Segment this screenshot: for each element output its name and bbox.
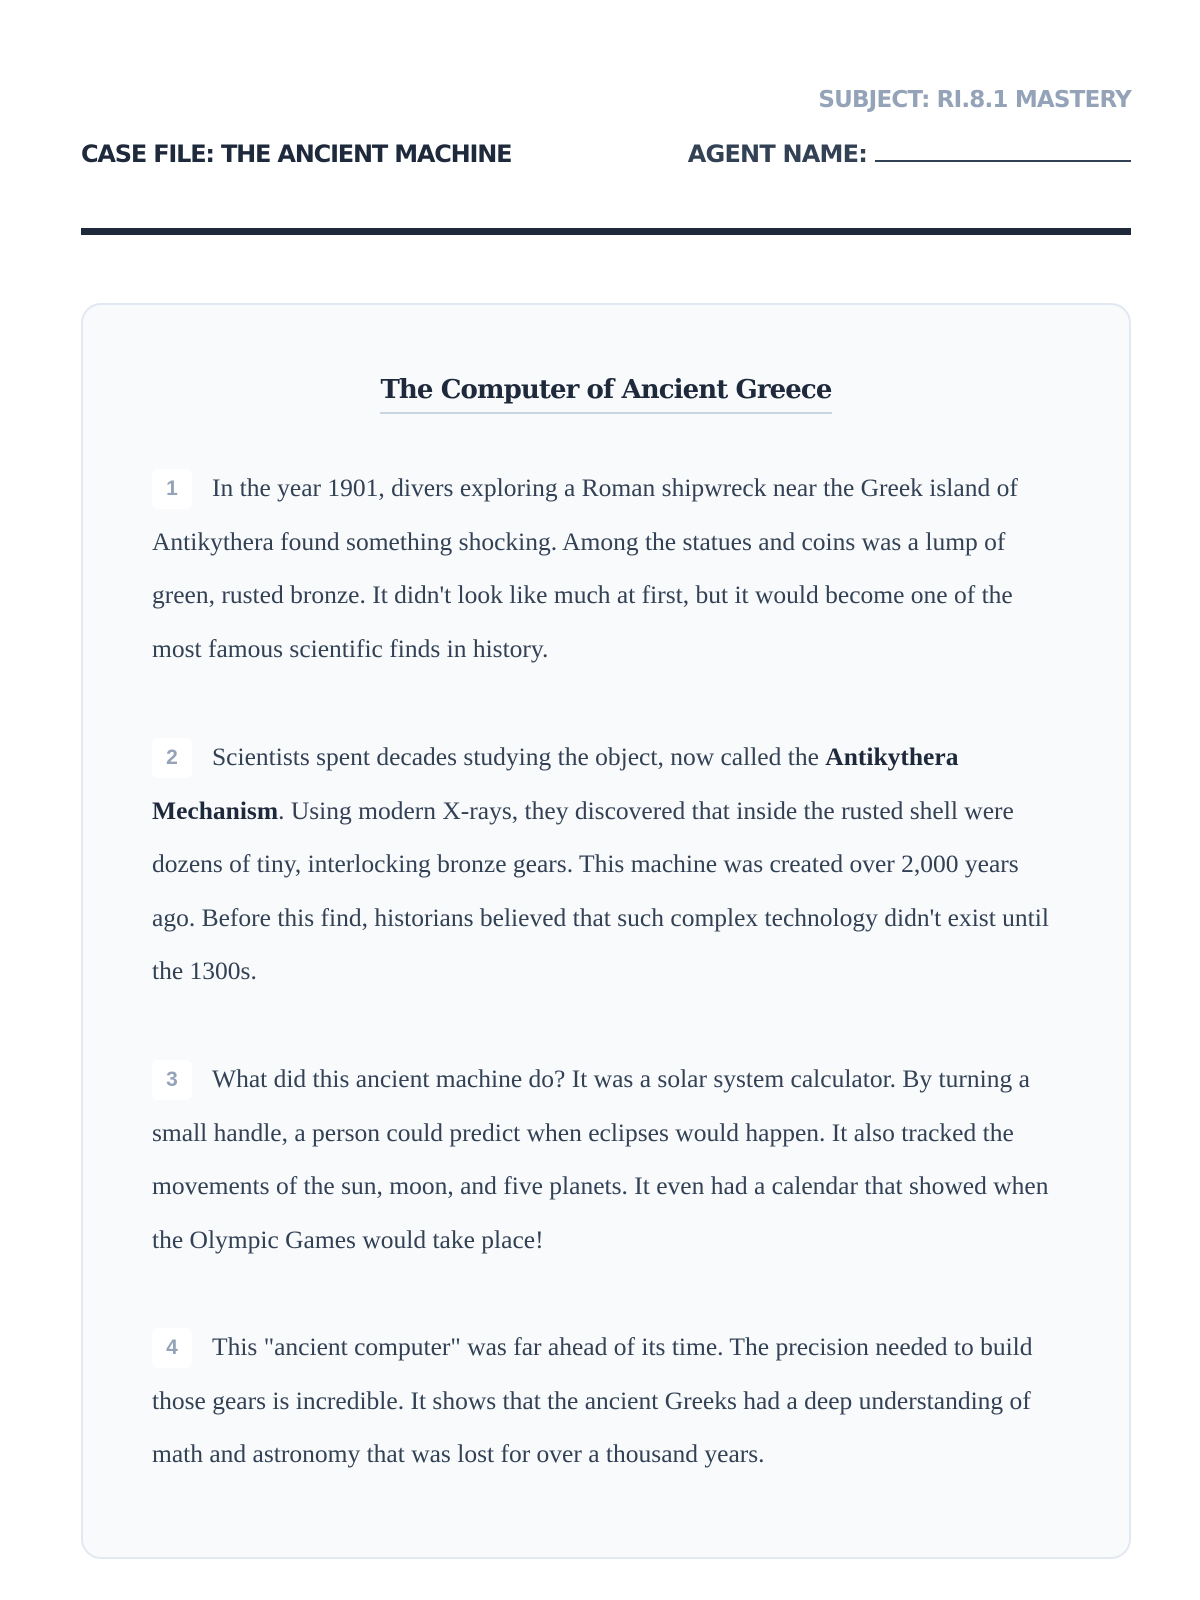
paragraph-4 (152, 1320, 1062, 1481)
agent-name-blank[interactable] (875, 160, 1131, 162)
passage-title-text: The Computer of Ancient Greece (380, 375, 831, 414)
paragraph-text: In the year 1901, divers exploring a Roman shipwreck near the Greek island of Antikythera found something shocking. Among the statues and coins was a lump of green, rusted bronze. It didn't look like much at first, but it would become one of the most famous scientific finds in history. (152, 473, 1018, 663)
paragraph-text: . Using modern X-rays, they discovered that inside the rusted shell were dozens of tiny, interlocking bronze gears. This machine was created over 2,000 years ago. Before this find, historians believed that such complex technology didn't exist until the 1300s. (152, 795, 1049, 986)
paragraph-number: 3 (152, 1060, 192, 1100)
worksheet-header (81, 0, 1131, 236)
passage-card (81, 303, 1131, 1559)
paragraph-number: 4 (152, 1328, 192, 1368)
agent-name-label: AGENT NAME: (687, 140, 867, 168)
paragraph-text: What did this ancient machine do? It was a solar system calculator. By turning a small handle, a person could predict when eclipses would happen. It also tracked the movements of the sun, moon, and five planets. It even had a calendar that showed when the Olympic Games would take place! (152, 1064, 1049, 1254)
paragraph-text: Scientists spent decades studying the object, now called the (212, 742, 826, 771)
key-term: Antikythera Mechanism (152, 742, 959, 825)
paragraph-number: 2 (152, 738, 192, 778)
case-file-title: CASE FILE: THE ANCIENT MACHINE (81, 140, 512, 168)
header-divider (81, 228, 1131, 235)
paragraph-1 (152, 461, 1062, 675)
paragraph-text: This "ancient computer" was far ahead of its time. The precision needed to build those gears is incredible. It shows that the ancient Greeks had a deep understanding of math and astronomy that was lost for over a thousand years. (152, 1332, 1033, 1469)
paragraph-number: 1 (152, 469, 192, 509)
agent-name-field (688, 140, 1131, 168)
paragraph-3 (152, 1052, 1062, 1266)
paragraph-2 (152, 730, 1062, 998)
passage-title (83, 375, 1129, 414)
subject-label: SUBJECT: RI.8.1 MASTERY (818, 87, 1131, 113)
